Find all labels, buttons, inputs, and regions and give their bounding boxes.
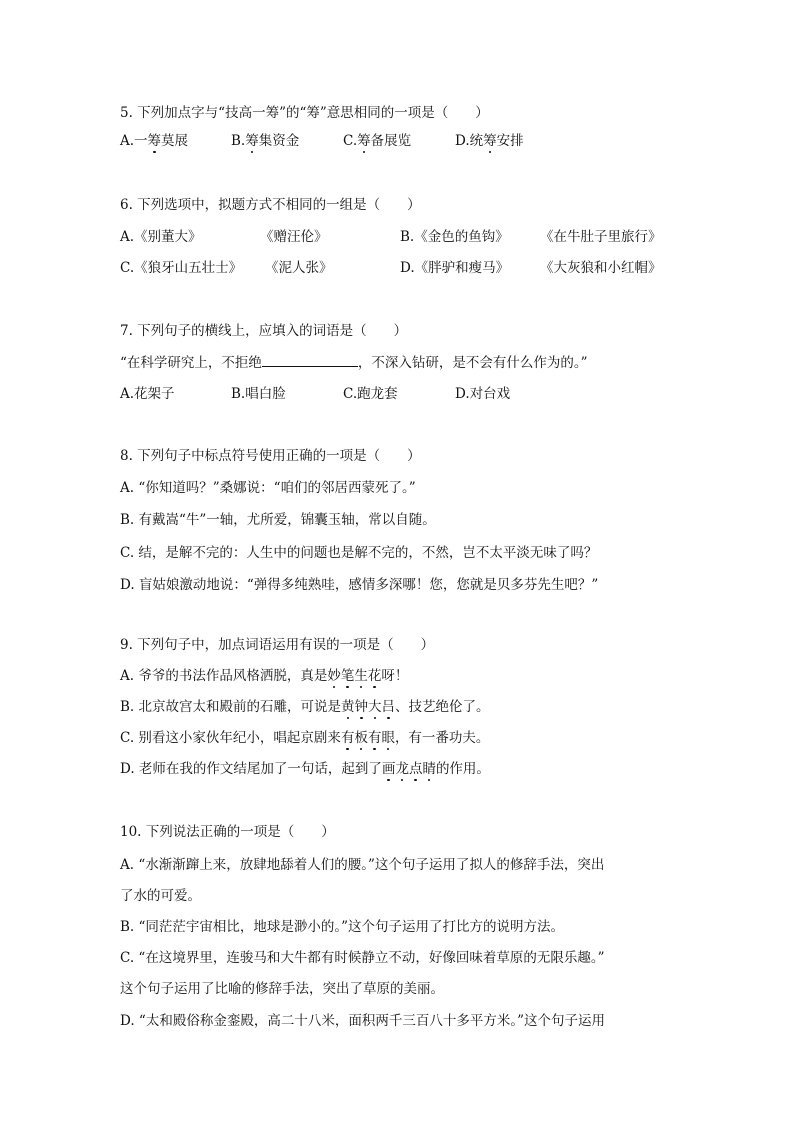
emphasis-dot-char: 吕 [381, 699, 396, 715]
q8-stem: 8. 下列句子中标点符号使用正确的一项是（ ） [120, 448, 421, 464]
q10-option-c-line1: C. “在这境界里，连骏马和大牛都有时候静立不动，好像回味着草原的无限乐趣。” [120, 950, 605, 966]
emphasis-dotted-phrase [327, 668, 381, 684]
emphasis-dot-char: 有 [340, 730, 355, 746]
q5-option-d: D.统筹安排 [455, 133, 524, 149]
q9-option-c: C. 别看这小家伙年纪小，唱起京剧来有板有眼，有一番功夫。 [120, 730, 490, 746]
q10-option-b: B. “同茫茫宇宙相比，地球是渺小的。”这个句子运用了打比方的说明方法。 [120, 919, 565, 935]
q6-option-d-title1: D.《胖驴和瘦马》 [400, 260, 510, 276]
q7-sentence: “在科学研究上，不拒绝 ，不深入钻研，是不会有什么作为的。” [120, 355, 588, 371]
q6-stem: 6. 下列选项中，拟题方式不相同的一组是（ ） [120, 197, 421, 213]
q5-option-b: B.筹集资金 [231, 133, 300, 149]
emphasis-dot-char: 筹 [357, 133, 371, 149]
q6-option-c-title1: C.《狼牙山五壮士》 [120, 260, 243, 276]
q9-option-d: D. 老师在我的作文结尾加了一句话，起到了画龙点睛的作用。 [120, 761, 490, 777]
q9-option-a: A. 爷爷的书法作品风格洒脱，真是妙笔生花呀！ [120, 668, 409, 684]
q6-option-b-title2: 《在牛肚子里旅行》 [540, 229, 662, 245]
emphasis-dot-char: 龙 [395, 761, 409, 777]
emphasis-dot-char: 有 [367, 730, 382, 746]
q7-option-c: C.跑龙套 [343, 386, 398, 402]
q7-stem: 7. 下列句子的横线上，应填入的词语是（ ） [120, 323, 408, 339]
q6-option-d-title2: 《大灰狼和小红帽》 [540, 260, 662, 276]
emphasis-dot-char: 眼 [381, 730, 395, 746]
q5-stem: 5. 下列加点字与“技高一筹”的“筹”意思相同的一项是（ ） [120, 105, 489, 121]
emphasis-dot-char: 筹 [147, 133, 162, 149]
emphasis-dot-char: 钟 [354, 699, 369, 715]
emphasis-dot-char: 筹 [483, 133, 497, 149]
q10-stem: 10. 下列说法正确的一项是（ ） [120, 824, 335, 840]
q8-option-d: D. 盲姑娘激动地说：“弹得多纯熟哇，感情多深哪！您，您就是贝多芬先生吧？” [120, 577, 599, 593]
emphasis-dot-char: 点 [408, 761, 423, 777]
emphasis-dotted-phrase [341, 730, 395, 746]
emphasis-dot-char: 生 [354, 668, 368, 684]
q6-option-a-title1: A.《别董大》 [120, 229, 202, 245]
q5-option-a: A.一筹莫展 [120, 133, 189, 149]
q6-option-a-title2: 《赠汪伦》 [260, 229, 328, 245]
q9-stem: 9. 下列句子中，加点词语运用有误的一项是（ ） [120, 637, 435, 653]
emphasis-dot-char: 睛 [422, 761, 436, 777]
emphasis-dot-char: 笔 [340, 668, 355, 684]
q10-option-d-line1: D. “太和殿俗称金銮殿，高二十八米，面积两千三百八十多平方米。”这个句子运用 [120, 1013, 605, 1029]
q10-option-c-line2: 这个句子运用了比喻的修辞手法，突出了草原的美丽。 [120, 981, 444, 997]
q5-option-c: C.筹备展览 [343, 133, 412, 149]
q7-option-a: A.花架子 [120, 386, 175, 402]
q8-option-c: C. 结，是解不完的：人生中的问题也是解不完的，不然，岂不太平淡无味了吗？ [120, 545, 598, 561]
q9-option-b: B. 北京故宫太和殿前的石雕，可说是黄钟大吕、技艺绝伦了。 [120, 699, 490, 715]
q8-option-b: B. 有戴嵩“牛”一轴，尤所爱，锦囊玉轴，常以自随。 [120, 512, 436, 528]
emphasis-dot-char: 筹 [245, 133, 259, 149]
answer-blank [262, 353, 358, 367]
emphasis-dotted-phrase [382, 761, 436, 777]
emphasis-dot-char: 板 [354, 730, 368, 746]
q10-option-a-line2: 了水的可爱。 [120, 888, 201, 904]
emphasis-dot-char: 画 [381, 761, 396, 777]
q8-option-a: A. “你知道吗？”桑娜说：“咱们的邻居西蒙死了。” [120, 480, 416, 496]
q7-option-b: B.唱白脸 [231, 386, 286, 402]
q6-option-c-title2: 《泥人张》 [265, 260, 333, 276]
emphasis-dot-char: 黄 [341, 699, 355, 715]
q7-option-d: D.对台戏 [455, 386, 511, 402]
emphasis-dot-char: 大 [368, 699, 382, 715]
emphasis-dot-char: 花 [367, 668, 382, 684]
emphasis-dot-char: 妙 [327, 668, 341, 684]
q10-option-a-line1: A. “水渐渐蹿上来，放肆地舔着人们的腰。”这个句子运用了拟人的修辞手法，突出 [120, 857, 605, 873]
q6-option-b-title1: B.《金色的鱼钩》 [400, 229, 509, 245]
emphasis-dotted-phrase [341, 699, 395, 715]
